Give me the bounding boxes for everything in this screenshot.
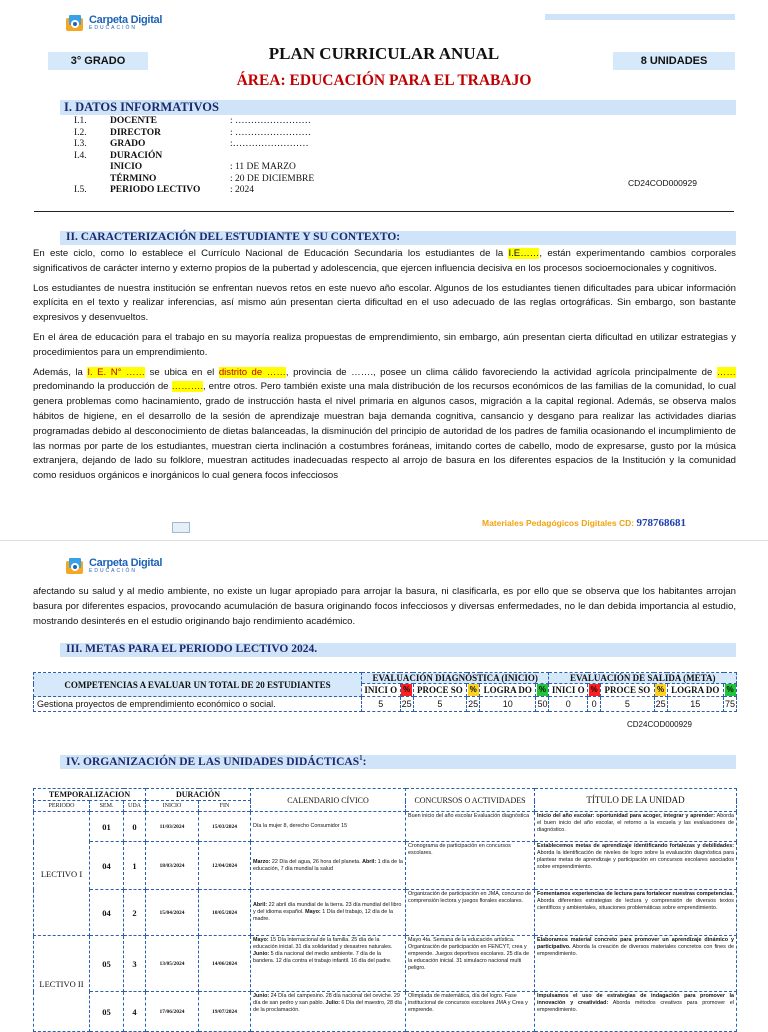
calendario-text: 15 Día internacional de la familia. 25 día de la educación inicial. 31 día solidaridad y desastres naturales.: [253, 937, 393, 950]
section2-body: [33, 247, 736, 484]
datos-num: I.3.: [74, 139, 87, 149]
footer-phone: 978768681: [636, 517, 686, 529]
footer-materials-label: Materiales Pedagógicos Digitales CD:: [482, 518, 635, 528]
paragraph: Los estudiantes de nuestra institución se enfrentan nuevos retos en este nuevo año escolar. Algunos de los estudiantes tienen dificultades para ubicar información explícita en el texto y realizar inferencias, así mismo aún presentan cierta dificultad en el uso adecuado de las reglas ortográficas. Sin embargo, son bastante expresivos y desenvueltos.: [33, 282, 736, 324]
titulo-bold: Impulsamos el uso de estrategias de indagación para promover la innovación y creatividad:: [537, 993, 734, 1006]
uda-cell: 4: [124, 992, 146, 1032]
fin-cell: 10/05/2024: [199, 890, 251, 936]
concursos-cell: Buen inicio del año escolar Evaluación diagnóstica: [406, 812, 535, 842]
datos-label: TÉRMINO: [110, 173, 157, 184]
pct-green: %: [726, 685, 734, 694]
datos-value: : 2024: [230, 185, 255, 195]
inicio-header: INICIO: [146, 801, 199, 812]
text-run: se ubica en el: [145, 366, 219, 378]
concursos-cell: Mayo 4ta. Semana de la educación artística. Organización de participación en FENCYT, crea y emprende. Juegos deportivos escolares. 25 día de la educación inicial. 31 simulacro nacional multi peligro.: [406, 936, 535, 992]
pct-cell: [588, 684, 601, 697]
pct-red: %: [403, 685, 411, 694]
brand-subtitle: EDUCACIÓN: [89, 568, 138, 574]
calendario-cell: Día la mujer 8, derecho Consumidor 15: [251, 812, 406, 842]
diag-header: EVALUACIÓN DIAGNÓSTICA (INICIO): [362, 673, 549, 684]
datos-row: [74, 151, 314, 163]
text-run: , están experimentando cambios corporales significativos de carácter interno y externo propios de la pubertad y adolescencia, que ejercen influencia decisiva en los procesos socioemocionales y cognitivos.: [33, 248, 736, 274]
titulo-bold: Inicio del año escolar: oportunidad para acoger, integrar y aprender:: [537, 813, 716, 819]
brand-subtitle: EDUCACIÓN: [89, 25, 138, 31]
calendario-text: 24 Día del campesino. 28 día nacional del ceviche. 29 día de san pedro y san pablo.: [253, 993, 400, 1006]
inicio-cell: 17/06/2024: [146, 992, 199, 1032]
footer-mini-icon: [172, 522, 190, 533]
metas-value: 50: [536, 697, 549, 712]
document-title: PLAN CURRICULAR ANUAL: [268, 44, 500, 63]
titulo-cell: [535, 992, 737, 1032]
calendario-cell: [251, 842, 406, 890]
concursos-cell: Cronograma de participación en concursos escolares.: [406, 842, 535, 890]
calendario-text: 5 día nacional del medio ambiente. 7 día de la bandera. 12 día contra el trabajo infantil. 16 día del padre.: [253, 951, 392, 964]
uda-cell: 0: [124, 812, 146, 842]
datos-value: : 20 DE DICIEMBRE: [230, 173, 315, 184]
sem-cell: 04: [90, 842, 124, 890]
table-row: [34, 936, 737, 992]
periodo-cell: LECTIVO I: [34, 812, 90, 936]
titulo-text: Aborda métodos creativos para promover el emprendimiento.: [537, 1000, 734, 1013]
metas-heading: III. METAS PARA EL PERIODO LECTIVO 2024.: [66, 643, 318, 655]
month-label: Abril:: [253, 902, 268, 908]
uda-cell: 3: [124, 936, 146, 992]
competencias-header: COMPETENCIAS A EVALUAR UN TOTAL DE 20 ESTUDIANTES: [34, 673, 362, 697]
datos-row: [74, 128, 314, 140]
pct-yellow: %: [469, 685, 477, 694]
brand-logo: [64, 555, 162, 577]
highlight-placeholder: ……: [716, 366, 736, 378]
level-proceso: PROCE SO: [601, 684, 655, 697]
metas-value: 25: [654, 697, 667, 712]
datos-row: [74, 139, 314, 151]
datos-value: : ……………………: [230, 116, 312, 126]
fin-header: FIN: [199, 801, 251, 812]
table-row: [34, 890, 737, 936]
level-logrado: LOGRA DO: [480, 684, 536, 697]
metas-table: [33, 672, 737, 712]
datos-table: [74, 116, 314, 197]
metas-data-row: [34, 697, 737, 712]
fin-cell: 15/03/2024: [199, 812, 251, 842]
metas-value: 15: [667, 697, 723, 712]
month-label: Mayo:: [253, 937, 269, 943]
text-run: predominando la producción de: [33, 381, 172, 393]
brand-logo: [64, 12, 162, 34]
titulo-text: Aborda la identificación de niveles de logro sobre la evaluación diagnóstica para plantear metas de aprendizaje y participación en concursos escolares asociados sobre emprendimiento.: [537, 850, 734, 870]
metas-value: 0: [549, 697, 588, 712]
highlight-placeholder: I.E……: [508, 248, 540, 259]
temporalizacion-header: TEMPORALIZACION: [34, 789, 146, 801]
titulo-text: Aborda el buen inicio del año escolar, el retorno a la escuela y las evaluaciones de diagnóstico.: [537, 813, 734, 833]
table-row: [34, 842, 737, 890]
highlight-placeholder: I. E. N° ……: [87, 366, 146, 378]
titulo-cell: [535, 842, 737, 890]
highlight-placeholder: ……….: [171, 381, 203, 393]
paragraph: [33, 247, 736, 277]
pct-cell: [400, 684, 413, 697]
brand-name: Carpeta Digital: [89, 14, 163, 26]
highlight-placeholder: distrito de ……: [218, 366, 286, 378]
pct-yellow: %: [657, 685, 665, 694]
unidades-heading-text: IV. ORGANIZACIÓN DE LAS UNIDADES DIDÁCTICAS: [66, 755, 360, 768]
document-code: CD24COD000929: [627, 720, 692, 729]
level-proceso: PROCE SO: [413, 684, 467, 697]
uda-cell: 1: [124, 842, 146, 890]
calendario-text: 22 Día del agua, 26 hora del planeta.: [270, 858, 363, 865]
fin-cell: 14/06/2024: [199, 936, 251, 992]
metas-value: 25: [467, 697, 480, 712]
titulo-bold: Establecemos metas de aprendizaje identificando fortalezas y debilidades:: [537, 843, 734, 849]
month-label: Junio:: [253, 993, 270, 999]
datos-value: : 11 DE MARZO: [230, 162, 296, 172]
inicio-cell: 15/04/2024: [146, 890, 199, 936]
grade-badge: 3° GRADO: [48, 52, 148, 70]
metas-value: 0: [588, 697, 601, 712]
text-run: Además, la: [33, 366, 88, 378]
calendario-cell: [251, 992, 406, 1032]
concursos-cell: Organización de participación en JMA, concurso de comprensión lectora y juegos florales escolares.: [406, 890, 535, 936]
pct-cell: [654, 684, 667, 697]
titulo-bold: Elaboramos material concreto para promover un aprendizaje dinámico y participativo.: [537, 937, 734, 950]
metas-value: 5: [601, 697, 655, 712]
footer-materials: [482, 517, 686, 529]
unidades-heading-end: :: [362, 755, 367, 768]
area-title: ÁREA: EDUCACIÓN PARA EL TRABAJO: [236, 72, 532, 89]
table-row: [34, 812, 737, 842]
pct-cell: [467, 684, 480, 697]
competencia-name: Gestiona proyectos de emprendimiento económico o social.: [34, 697, 362, 712]
metas-value: 75: [724, 697, 737, 712]
document-code: CD24COD000929: [628, 178, 697, 188]
titulo-cell: [535, 936, 737, 992]
sem-cell: 01: [90, 812, 124, 842]
sem-cell: 05: [90, 936, 124, 992]
section-divider: [34, 211, 734, 212]
periodo-cell: LECTIVO II: [34, 936, 90, 1032]
datos-value: :……………………: [230, 139, 309, 149]
datos-num: I.4.: [74, 150, 87, 161]
concursos-header: CONCURSOS O ACTIVIDADES: [406, 789, 535, 812]
datos-row: [74, 185, 314, 197]
metas-value: 5: [413, 697, 467, 712]
uda-header: UDA: [124, 801, 146, 812]
uda-cell: 2: [124, 890, 146, 936]
pct-red: %: [590, 685, 598, 694]
calendario-text: 6 Día del maestro, 28 día de la proclamación.: [253, 1000, 402, 1013]
footnote-ref: 1: [359, 754, 363, 762]
datos-value: : ……………………: [230, 127, 312, 138]
fin-cell: 12/04/2024: [199, 842, 251, 890]
datos-label: DURACIÓN: [110, 150, 163, 161]
paragraph: En el área de educación para el trabajo en su mayoría realiza propuestas de emprendimiento, sin embargo, aún presentan cierta dificultad en utilizar estrategias y procedimientos para un emprendimiento.: [33, 331, 736, 358]
calendario-cell: [251, 890, 406, 936]
paragraph: [33, 366, 736, 484]
datos-label: PERIODO LECTIVO: [110, 185, 201, 195]
month-label: Mayo:: [305, 909, 321, 915]
level-logrado: LOGRA DO: [667, 684, 723, 697]
text-run: En este ciclo, como lo establece el Currículo Nacional de Educación Secundaria los estudiantes de la: [33, 248, 509, 259]
datos-row: [74, 116, 314, 128]
sem-cell: 05: [90, 992, 124, 1032]
datos-heading: I. DATOS INFORMATIVOS: [64, 100, 219, 114]
datos-row: [74, 162, 314, 174]
datos-num: I.5.: [74, 185, 87, 195]
datos-num: [74, 162, 110, 174]
periodo-header: PERIODO: [34, 801, 90, 812]
unidades-heading: [66, 754, 366, 768]
datos-value: [230, 151, 314, 163]
concursos-cell: Olimpiada de matemática, día del logro. Fase institucional de concursos escolares JMA y Crea y emprende.: [406, 992, 535, 1032]
section2-heading: II. CARACTERIZACIÓN DEL ESTUDIANTE Y SU CONTEXTO:: [66, 231, 401, 243]
metas-value: 25: [400, 697, 413, 712]
titulo-cell: [535, 812, 737, 842]
inicio-cell: 11/03/2024: [146, 812, 199, 842]
month-label: Marzo:: [253, 858, 271, 865]
datos-num: [74, 174, 110, 186]
metas-value: 5: [362, 697, 401, 712]
unidades-header-row: [34, 789, 737, 801]
titulo-bold: Fomentamos experiencias de lectura para fortalecer nuestras competencias.: [537, 891, 734, 897]
month-label: Julio:: [325, 1000, 340, 1006]
calendario-cell: [251, 936, 406, 992]
month-label: Abril:: [362, 858, 377, 865]
inicio-cell: 13/05/2024: [146, 936, 199, 992]
datos-label: INICIO: [110, 162, 143, 172]
inicio-cell: 18/03/2024: [146, 842, 199, 890]
table-row: [34, 992, 737, 1032]
section2-continuation: afectando su salud y al medio ambiente, no existe un lugar apropiado para arrojar la basura, ni clasificarla, es por ello que se observa que los habitantes arrojan basura por diferentes espacios, provocando acumulación de basura originando focos infecciosos y diversas enfermedades, no le dan debida importancia al estudio, mostrando desinterés en el estudio originando bajo rendimiento académico.: [33, 586, 736, 627]
salida-header: EVALUACIÓN DE SALIDA (META): [549, 673, 737, 684]
titulo-text: Aborda diferentes estrategias de lectura y comprensión de diversos textos científicos y ambientales, situaciones problemáticas sobre emprendimiento.: [537, 898, 734, 911]
sem-header: SEM.: [90, 801, 124, 812]
level-inicio: INICI O: [549, 684, 588, 697]
pct-cell: [724, 684, 737, 697]
header-accent-bar: [545, 14, 735, 20]
datos-label: DIRECTOR: [110, 127, 162, 138]
calendario-header: CALENDARIO CÍVICO: [251, 789, 406, 812]
sem-cell: 04: [90, 890, 124, 936]
level-inicio: INICI O: [362, 684, 401, 697]
calendario-text: 1 día de la educación, 7 día mundial la salud: [253, 858, 403, 872]
calendario-text: 1 Día del trabajo, 12 día de la madre.: [253, 909, 393, 922]
pct-green: %: [538, 685, 547, 694]
datos-row: [74, 174, 314, 186]
datos-num: I.2.: [74, 127, 87, 138]
units-badge: 8 UNIDADES: [613, 52, 735, 70]
datos-label: DOCENTE: [110, 116, 157, 126]
fin-cell: 19/07/2024: [199, 992, 251, 1032]
text-run: , entre otros. Pero también existe una mala distribución de los recursos económicos de las familias de la comunidad, lo cual genera problemas como hacinamiento, grado de instrucción hasta el nivel primaria en algunos casos, migración a la capital regional. Además, se observa malos hábitos de higiene, en el desarrollo de la sesión de aprendizaje muestran baja demanda cognitiva, cansancio y desgano para realizar las actividades diarias programadas debido al desconocimiento de dietas balanceadas, la disminución del principio de autoridad de los padres de familia ocasionando el incumplimiento de las normas por parte de los estudiantes, muestran cierta inclinación a costumbres foráneas, imitando cortes de cabello, modo de expresarse, gusto por la música extranjera, dejando de lado su folklore, muestran actitudes inadecuadas respecto al arrojo de basura en los diferentes espacios de la Institución y la comunidad como residuos orgánicos e inorgánicos lo cual genera focos infecciosos: [33, 381, 737, 482]
pct-cell: [536, 684, 549, 697]
metas-value: 10: [480, 697, 536, 712]
page-break: [0, 540, 768, 541]
metas-header-row: [34, 673, 737, 684]
titulo-cell: [535, 890, 737, 936]
titulo-text: Aborda la creación de diversos materiales concretos con fines de emprendimiento.: [537, 944, 734, 957]
unidades-table: [33, 788, 737, 1032]
calendario-text: 22 abril día mundial de la tierra. 23 día mundial del libro y del idioma español.: [253, 902, 402, 915]
folder-logo-icon: [64, 555, 86, 577]
duracion-header: DURACIÓN: [146, 789, 251, 801]
datos-num: I.1.: [74, 116, 87, 126]
folder-logo-icon: [64, 12, 86, 34]
text-run: , provincia de ……., posee un clima cálido favoreciendo la actividad agrícola principalmente de: [285, 366, 717, 378]
brand-name: Carpeta Digital: [89, 557, 163, 569]
month-label: Junio:: [253, 951, 270, 957]
titulo-header: TÍTULO DE LA UNIDAD: [535, 789, 737, 812]
datos-label: GRADO: [110, 139, 146, 149]
